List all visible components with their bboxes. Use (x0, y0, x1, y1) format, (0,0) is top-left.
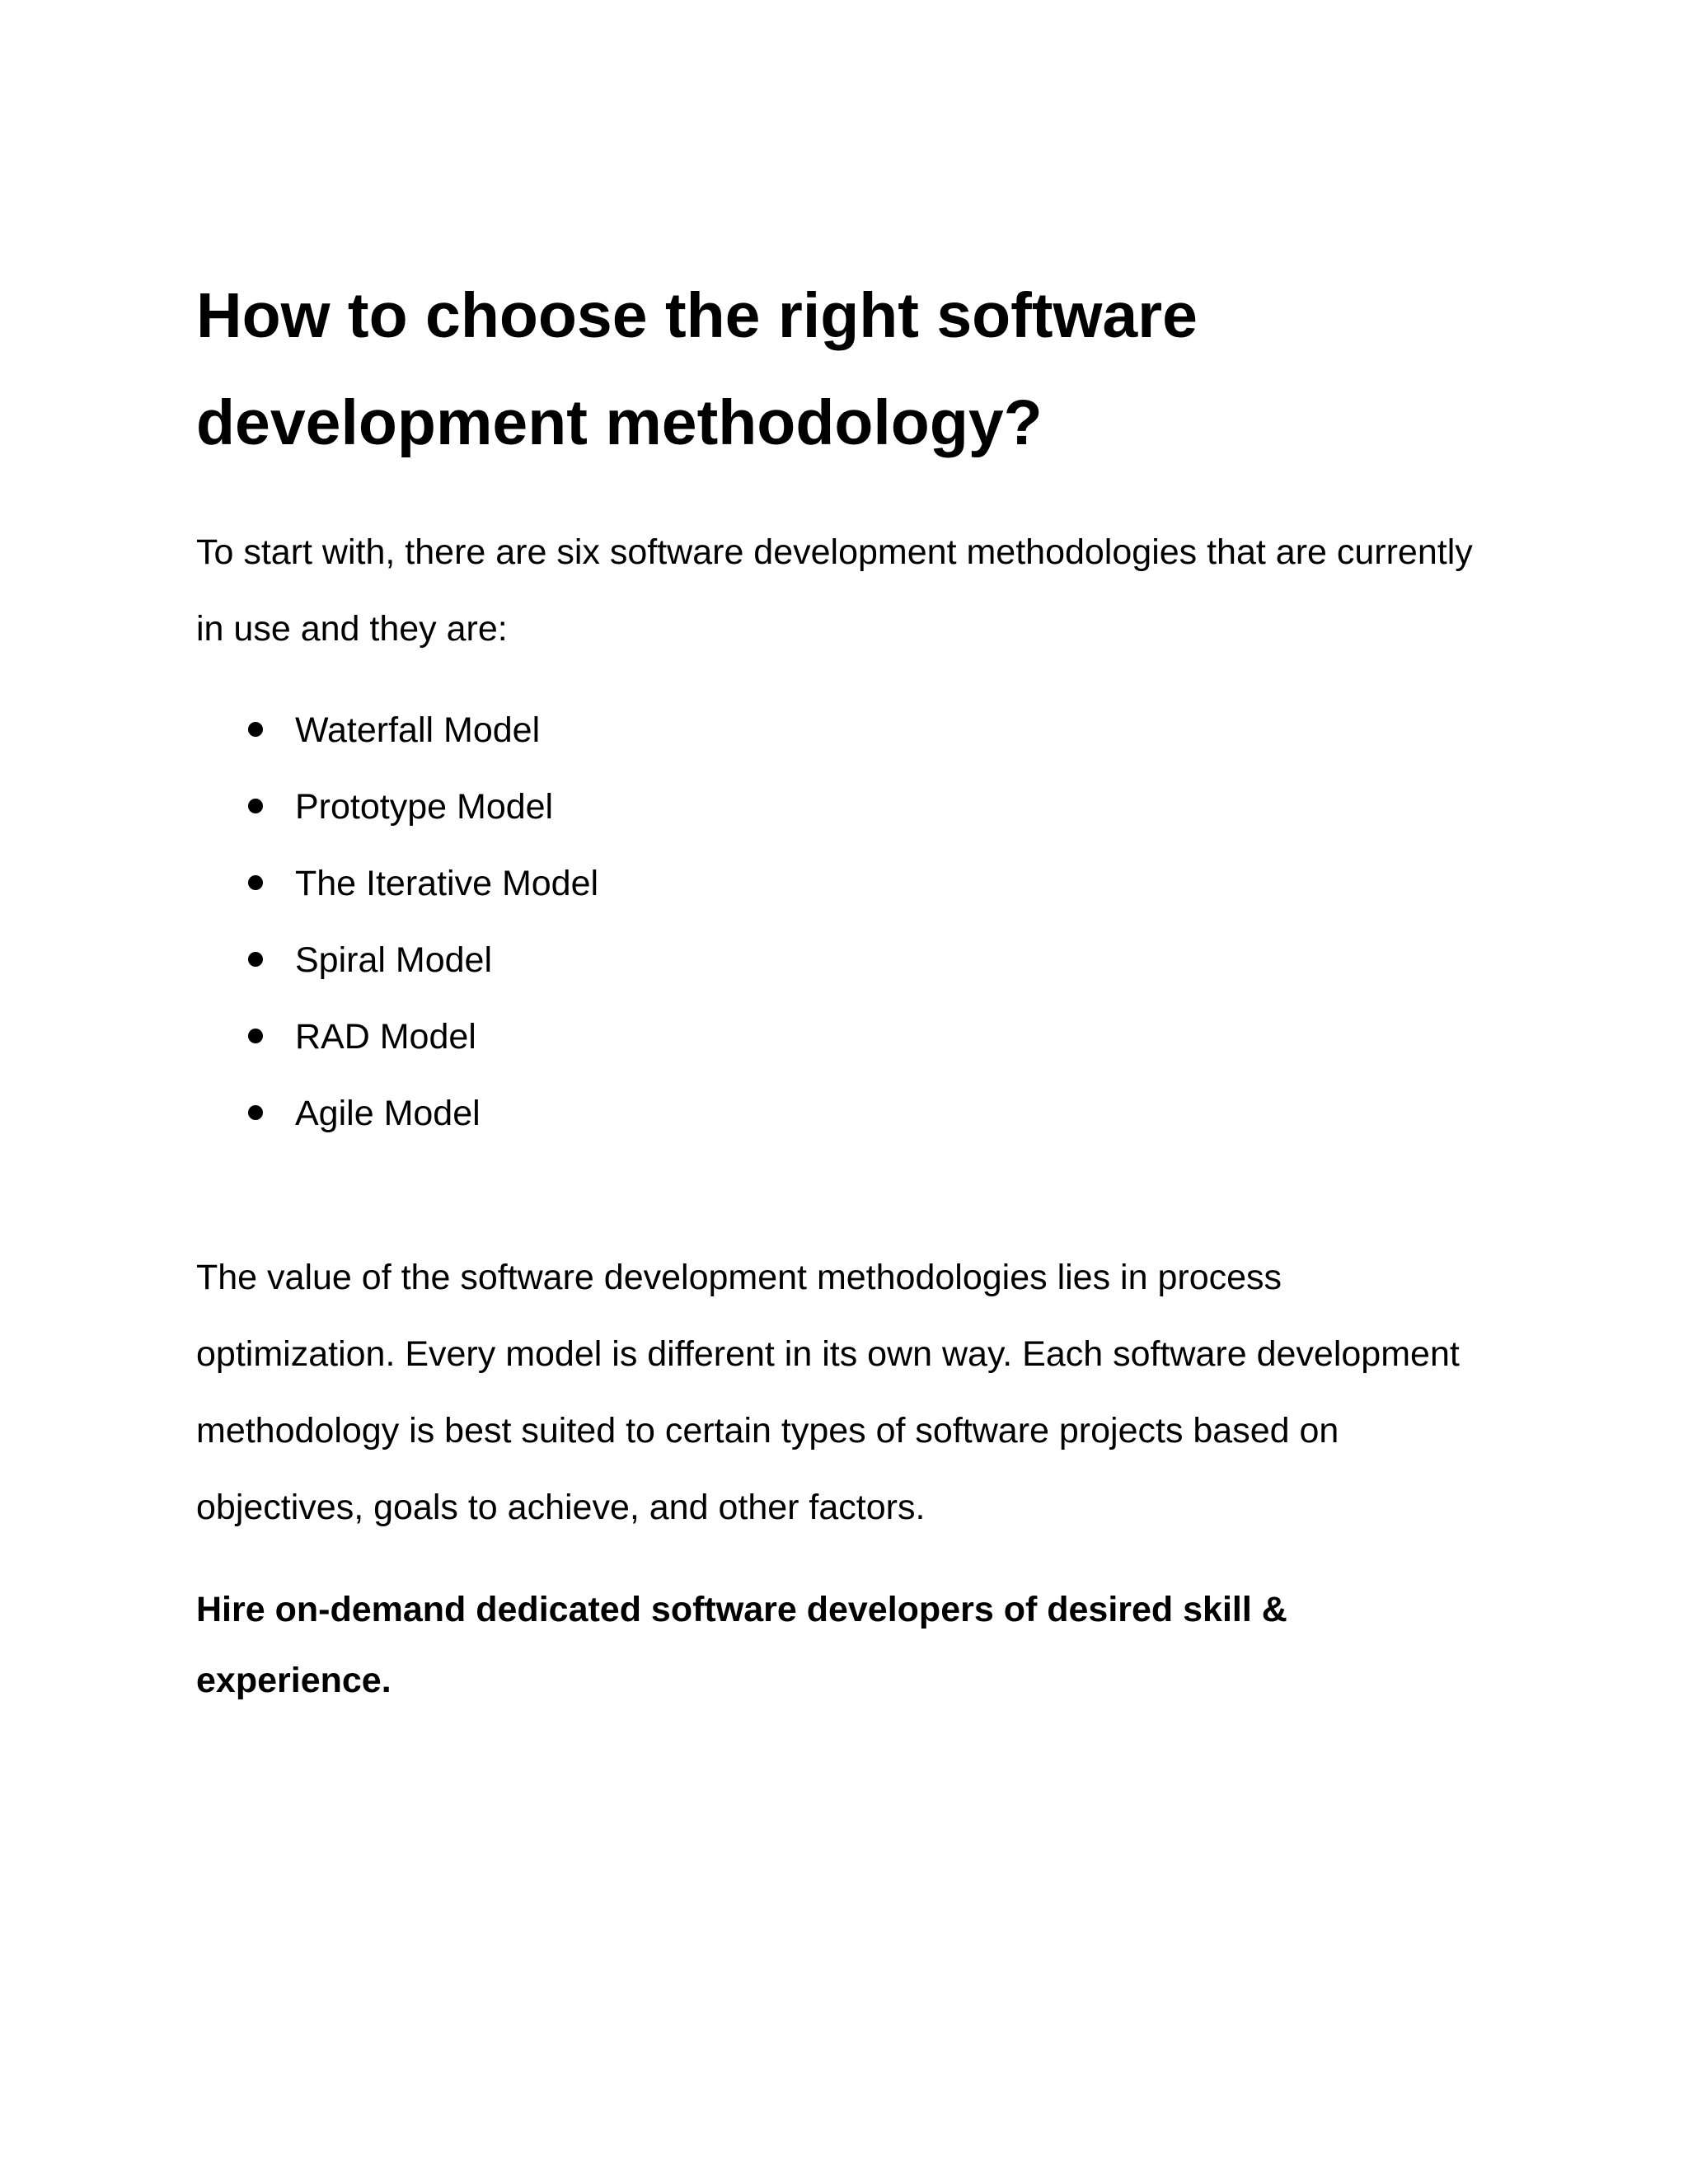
bullet-icon (248, 799, 263, 813)
list-item-label: The Iterative Model (295, 864, 599, 903)
list-item (196, 1076, 1482, 1152)
list-item (196, 999, 1482, 1076)
hire-developers-callout: Hire on-demand dedicated software developers of desired skill & experience. (196, 1590, 1287, 1700)
bullet-icon (248, 1105, 263, 1120)
list-item-label: Agile Model (295, 1094, 481, 1133)
list-item (196, 846, 1482, 922)
bullet-icon (248, 952, 263, 967)
list-item (196, 692, 1482, 769)
intro-paragraph: To start with, there are six software development methodologies that are currently in use and they are: (196, 532, 1473, 649)
list-item-label: RAD Model (295, 1017, 476, 1057)
list-item-label: Waterfall Model (295, 710, 541, 750)
value-paragraph: The value of the software development methodologies lies in process optimization. Every model is different in its own way. Each software development methodology is best suited to certain types of software projects based on objectives, goals to achieve, and other factors. (196, 1258, 1460, 1527)
bullet-icon (248, 722, 263, 737)
bullet-icon (248, 875, 263, 890)
document-content (196, 262, 1482, 1716)
list-item-label: Spiral Model (295, 940, 492, 980)
list-item-label: Prototype Model (295, 787, 554, 827)
bullet-icon (248, 1029, 263, 1043)
page-title: How to choose the right software development methodology? (196, 280, 1198, 458)
list-item (196, 769, 1482, 846)
methodology-list (196, 692, 1482, 1152)
list-item (196, 922, 1482, 999)
